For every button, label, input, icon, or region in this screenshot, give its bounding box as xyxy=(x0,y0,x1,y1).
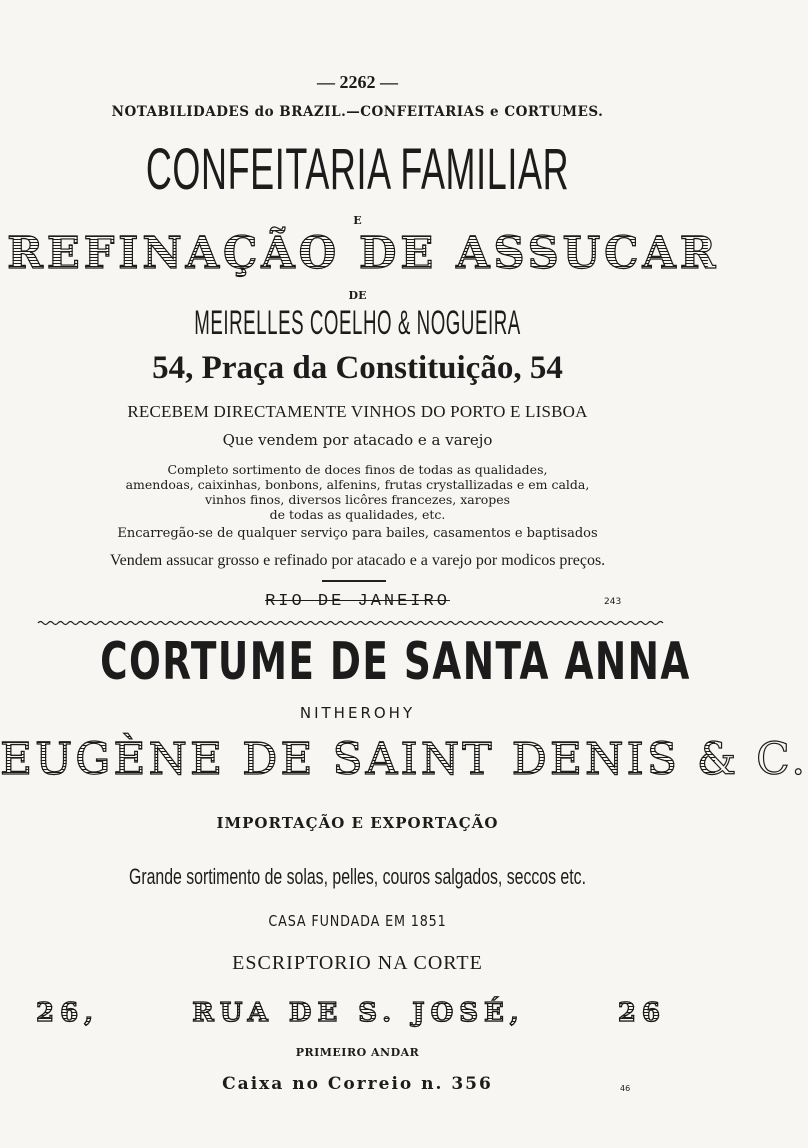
ad2-po-box: Caixa no Correio n. 356 xyxy=(222,1074,493,1094)
ad2-founded: CASA FUNDADA EM 1851 xyxy=(268,912,447,930)
ad1-name: CONFEITARIA FAMILIAR xyxy=(145,137,570,202)
ad1-line8: Vendem assucar grosso e refinado por atacado e a varejo por modicos preços. xyxy=(109,552,606,569)
ad1-line6: de todas as qualidades, etc. xyxy=(269,507,446,522)
ad2-address-num-right: 26 xyxy=(617,998,666,1028)
ad2-goods: Grande sortimento de solas, pelles, couros salgados, seccos etc. xyxy=(129,864,586,889)
ad1-line1: RECEBEM DIRECTAMENTE VINHOS DO PORTO E LISBOA xyxy=(127,402,588,421)
ad2-address-street: RUA DE S. JOSÉ, xyxy=(192,998,525,1028)
ad1-city: RIO DE JANEIRO xyxy=(265,592,450,611)
ad1-ref-number: 243 xyxy=(604,597,622,607)
ad2-owner: EUGÈNE DE SAINT DENIS & C. xyxy=(0,734,808,785)
ad1-line4: amendoas, caixinhas, bonbons, alfenins, frutas crystallizadas e em calda, xyxy=(125,477,590,492)
ad2-name: CORTUME DE SANTA ANNA xyxy=(100,632,691,692)
ad2-address xyxy=(36,998,666,1028)
wavy-divider xyxy=(38,620,658,626)
ad2-place: NITHEROHY xyxy=(299,704,416,722)
ad2-address-num-left: 26, xyxy=(36,998,100,1028)
ad1-address: 54, Praça da Constituição, 54 xyxy=(152,350,563,386)
short-rule xyxy=(322,580,386,582)
ad1-line7: Encarregão-se de qualquer serviço para bailes, casamentos e baptisados xyxy=(117,526,598,541)
ad1-line5: vinhos finos, diversos licôres francezes, xaropes xyxy=(204,492,511,507)
ad1-owners: MEIRELLES COELHO & NOGUEIRA xyxy=(194,304,521,342)
ad2-floor: PRIMEIRO ANDAR xyxy=(295,1046,420,1059)
ad1-conj-e: E xyxy=(353,214,362,227)
ad2-trade: IMPORTAÇÃO E EXPORTAÇÃO xyxy=(216,814,499,832)
ad2-ref-number: 46 xyxy=(620,1084,631,1093)
ad2-office: ESCRIPTORIO NA CORTE xyxy=(232,952,483,974)
section-title: NOTABILIDADES do BRAZIL.—CONFEITARIAS e CORTUMES. xyxy=(111,104,604,120)
ad1-line3: Completo sortimento de doces finos de todas as qualidades, xyxy=(167,462,548,477)
ad1-conj-de: DE xyxy=(348,289,367,302)
ad1-name2: REFINAÇÃO DE ASSUCAR xyxy=(7,228,720,279)
page-number: — 2262 — xyxy=(317,72,398,92)
ad1-line2: Que vendem por atacado e a varejo xyxy=(222,431,493,449)
